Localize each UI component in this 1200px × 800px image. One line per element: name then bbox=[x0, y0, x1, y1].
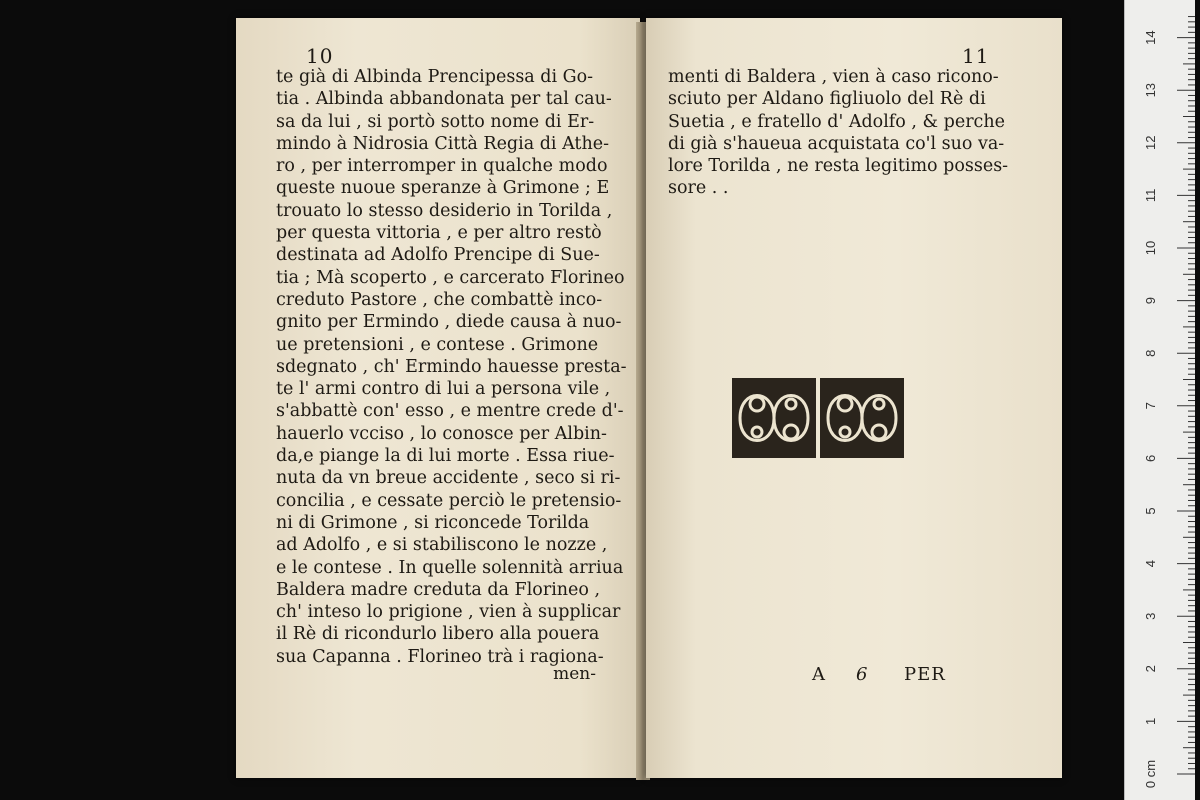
text-line: creduto Pastore , che combattè inco- bbox=[276, 289, 603, 310]
text-line: concilia , e cessate perciò le pretensio- bbox=[276, 490, 622, 511]
ruler-label: 13 bbox=[1143, 82, 1158, 98]
left-page-text bbox=[276, 66, 627, 668]
left-page bbox=[236, 18, 640, 778]
ruler-label: 6 bbox=[1143, 454, 1158, 463]
measuring-ruler bbox=[1124, 0, 1195, 800]
text-line: sore . . bbox=[668, 178, 729, 199]
text-line: ni di Grimone , si riconcede Torilda bbox=[276, 512, 590, 533]
text-line: mindo à Nidrosia Città Regia di Athe- bbox=[276, 133, 609, 154]
text-line: sua Capanna . Florineo trà i ragiona- bbox=[276, 646, 604, 667]
decorative-ornament-icon bbox=[730, 374, 906, 462]
text-line: nuta da vn breue accidente , seco si ri- bbox=[276, 468, 621, 489]
ruler-label: 1 bbox=[1143, 717, 1158, 726]
right-catchword: PER bbox=[904, 664, 946, 685]
signature-number: 6 bbox=[856, 664, 869, 685]
ruler-label: 12 bbox=[1143, 135, 1158, 151]
left-catchword: men- bbox=[553, 664, 596, 684]
right-page bbox=[646, 18, 1062, 778]
ruler-label: 2 bbox=[1143, 665, 1158, 673]
right-page-number: 11 bbox=[962, 44, 990, 68]
ruler-label: 0 cm bbox=[1143, 759, 1158, 789]
text-line: Suetia , e fratello d' Adolfo , & perche bbox=[668, 111, 1005, 132]
text-line: sciuto per Aldano figliuolo del Rè di bbox=[668, 89, 986, 110]
text-line: te l' armi contro di lui a persona vile , bbox=[276, 379, 611, 400]
text-line: tia . Albinda abbandonata per tal cau- bbox=[276, 89, 612, 110]
ruler-label: 10 bbox=[1143, 240, 1158, 256]
text-line: lore Torilda , ne resta legitimo posses- bbox=[668, 156, 1009, 177]
ruler-label: 3 bbox=[1143, 612, 1158, 620]
right-page-text bbox=[668, 66, 1008, 200]
left-page-number: 10 bbox=[306, 44, 334, 68]
ruler-label: 5 bbox=[1143, 507, 1158, 515]
ruler-label: 9 bbox=[1143, 296, 1158, 305]
signature-mark: A bbox=[812, 664, 826, 685]
text-line: destinata ad Adolfo Prencipe di Sue- bbox=[276, 245, 600, 266]
text-line: s'abbattè con' esso , e mentre crede d'- bbox=[276, 401, 624, 422]
text-line: ro , per interromper in qualche modo bbox=[276, 156, 608, 177]
ruler-scale bbox=[1125, 0, 1195, 800]
text-line: hauerlo vcciso , lo conosce per Albin- bbox=[276, 423, 607, 444]
ruler-label: 14 bbox=[1143, 30, 1158, 45]
text-line: ue pretensioni , e contese . Grimone bbox=[276, 334, 599, 355]
text-line: menti di Baldera , vien à caso ricono- bbox=[668, 67, 999, 87]
text-line: e le contese . In quelle solennità arriua bbox=[276, 557, 624, 578]
text-line: ch' inteso lo prigione , vien à supplicar bbox=[276, 602, 621, 623]
text-line: sdegnato , ch' Ermindo hauesse presta- bbox=[276, 356, 627, 377]
text-line: sa da lui , si portò sotto nome di Er- bbox=[276, 111, 595, 132]
text-line: per questa vittoria , e per altro restò bbox=[276, 223, 602, 244]
open-book bbox=[236, 18, 1062, 782]
text-line: da,e piange la di lui morte . Essa riue- bbox=[276, 446, 615, 467]
ruler-label: 11 bbox=[1143, 188, 1158, 203]
ruler-label: 8 bbox=[1143, 349, 1158, 357]
ruler-label: 4 bbox=[1143, 559, 1158, 568]
text-line: trouato lo stesso desiderio in Torilda , bbox=[276, 200, 613, 221]
text-line: gnito per Ermindo , diede causa à nuo- bbox=[276, 312, 622, 333]
text-line: il Rè di ricondurlo libero alla pouera bbox=[276, 624, 600, 645]
text-line: ad Adolfo , e si stabiliscono le nozze , bbox=[276, 535, 608, 556]
text-line: queste nuoue speranze à Grimone ; E bbox=[276, 178, 610, 199]
text-line: tia ; Mà scoperto , e carcerato Florineo bbox=[276, 267, 625, 288]
text-line: di già s'haueua acquistata co'l suo va- bbox=[668, 133, 1005, 154]
text-line: Baldera madre creduta da Florineo , bbox=[276, 579, 601, 600]
text-line: te già di Albinda Prencipessa di Go- bbox=[276, 67, 594, 87]
ruler-label: 7 bbox=[1143, 402, 1158, 410]
